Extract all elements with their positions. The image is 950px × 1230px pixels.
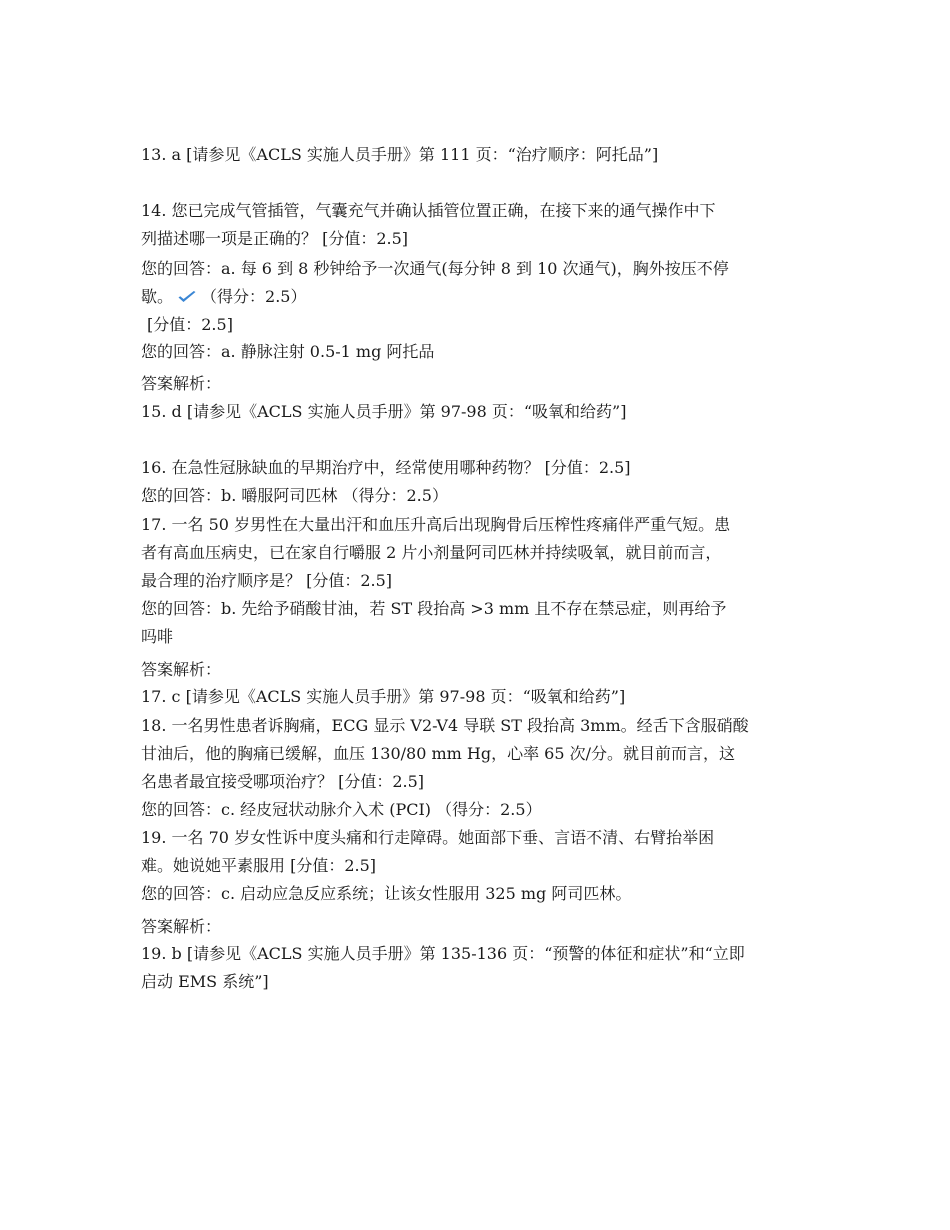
answer-ref-19-line-2: 启动 EMS 系统”]	[141, 972, 269, 991]
question-17-line-2: 者有高血压病史，已在家自行嚼服 2 片小剂量阿司匹林并持续吸氧，就目前而言，	[141, 543, 722, 562]
checkmark-icon	[177, 290, 197, 304]
question-18-line-3: 名患者最宜接受哪项治疗？ [分值：2.5]	[141, 772, 425, 791]
question-16: 16. 在急性冠脉缺血的早期治疗中，经常使用哪种药物？ [分值：2.5]	[141, 458, 631, 477]
answer-14-tail: 歇。	[141, 287, 174, 306]
question-14-line-2: 列描述哪一项是正确的？ [分值：2.5]	[141, 229, 409, 248]
score-14: （得分：2.5）	[201, 287, 307, 306]
explanation-label: 答案解析：	[141, 374, 222, 393]
points-value: [分值：2.5]	[147, 315, 233, 334]
answer-ref-15: 15. d [请参见《ACLS 实施人员手册》第 97-98 页：“吸氧和给药”]	[141, 402, 627, 421]
explanation-label: 答案解析：	[141, 660, 222, 679]
answer-ref-17: 17. c [请参见《ACLS 实施人员手册》第 97-98 页：“吸氧和给药”]	[141, 687, 626, 706]
answer-14-line-2	[141, 287, 306, 307]
question-19-line-2: 难。她说她平素服用 [分值：2.5]	[141, 856, 377, 875]
answer-17-line-1: 您的回答：b. 先给予硝酸甘油，若 ST 段抬高 >3 mm 且不存在禁忌症，则再给予	[141, 599, 727, 618]
answer-ref-19-line-1: 19. b [请参见《ACLS 实施人员手册》第 135-136 页：“预警的体征和症状”和“立即	[141, 944, 745, 963]
question-17-line-3: 最合理的治疗顺序是？ [分值：2.5]	[141, 571, 393, 590]
answer-19: 您的回答：c. 启动应急反应系统；让该女性服用 325 mg 阿司匹林。	[141, 884, 632, 903]
answer-18: 您的回答：c. 经皮冠状动脉介入术 (PCI) （得分：2.5）	[141, 800, 542, 819]
question-18-line-1: 18. 一名男性患者诉胸痛，ECG 显示 V2-V4 导联 ST 段抬高 3mm。经舌下含服硝酸	[141, 716, 749, 735]
explanation-label: 答案解析：	[141, 917, 222, 936]
answer-line: 您的回答：a. 静脉注射 0.5-1 mg 阿托品	[141, 342, 435, 361]
question-17-line-1: 17. 一名 50 岁男性在大量出汗和血压升高后出现胸骨后压榨性疼痛伴严重气短。患	[141, 515, 731, 534]
question-18-line-2: 甘油后，他的胸痛已缓解，血压 130/80 mm Hg，心率 65 次/分。就目前而言，这	[141, 744, 736, 763]
question-14-line-1: 14. 您已完成气管插管，气囊充气并确认插管位置正确，在接下来的通气操作中下	[141, 201, 716, 220]
answer-ref-13: 13. a [请参见《ACLS 实施人员手册》第 111 页：“治疗顺序：阿托品”]	[141, 145, 659, 164]
question-19-line-1: 19. 一名 70 岁女性诉中度头痛和行走障碍。她面部下垂、言语不清、右臂抬举困	[141, 828, 715, 847]
answer-16: 您的回答：b. 嚼服阿司匹林 （得分：2.5）	[141, 486, 448, 505]
answer-14-line-1: 您的回答：a. 每 6 到 8 秒钟给予一次通气(每分钟 8 到 10 次通气)，胸外按压不停	[141, 259, 729, 278]
answer-17-line-2: 吗啡	[141, 627, 174, 646]
